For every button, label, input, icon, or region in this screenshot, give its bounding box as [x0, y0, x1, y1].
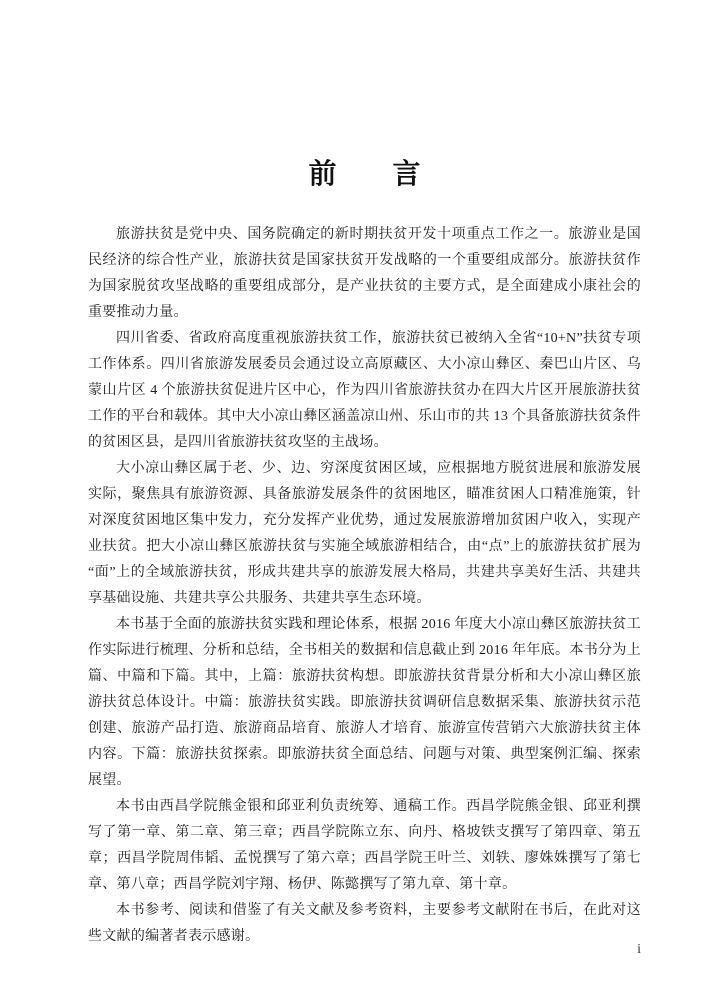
paragraph-5: 本书由西昌学院熊金银和邱亚利负责统筹、通稿工作。西昌学院熊金银、邱亚利撰写了第一章、第二章、第三章；西昌学院陈立东、向丹、格坡铁支撰写了第四章、第五章；西昌学院周伟韬、孟悦撰写了第六章；西昌学院王叶兰、刘轶、廖姝姝撰写了第七章、第八章；西昌学院刘宇翔、杨伊、陈懿撰写了第九章、第十章。: [88, 799, 641, 892]
preface-body: [88, 222, 641, 950]
page-number: i: [637, 942, 641, 957]
paragraph-6: 本书参考、阅读和借鉴了有关文献及参考资料，主要参考文献附在书后，在此对这些文献的编著者表示感谢。: [88, 903, 641, 944]
page-title: 前 言: [308, 158, 421, 190]
paragraph-4: 本书基于全面的旅游扶贫实践和理论体系，根据 2016 年度大小凉山彝区旅游扶贫工作实际进行梳理、分析和总结，全书相关的数据和信息截止到 2016 年年底。本书分为上篇、中篇和下篇。其中，上篇：旅游扶贫构想。即旅游扶贫背景分析和大小凉山彝区旅游扶贫总体设计。中篇：旅游扶贫实践。即旅游扶贫调研信息数据采集、旅游扶贫示范创建、旅游产品打造、旅游商品培育、旅游人才培育、旅游宣传营销六大旅游扶贫主体内容。下篇：旅游扶贫探索。即旅游扶贫全面总结、问题与对策、典型案例汇编、探索展望。: [88, 617, 641, 788]
paragraph-1: 旅游扶贫是党中央、国务院确定的新时期扶贫开发十项重点工作之一。旅游业是国民经济的综合性产业，旅游扶贫是国家扶贫开发战略的一个重要组成部分。旅游扶贫作为国家脱贫攻坚战略的重要组成部分，是产业扶贫的主要方式，是全面建成小康社会的重要推动力量。: [88, 227, 641, 320]
paragraph-3: 大小凉山彝区属于老、少、边、穷深度贫困区域，应根据地方脱贫进展和旅游发展实际，聚焦具有旅游资源、具备旅游发展条件的贫困地区，瞄准贫困人口精准施策，针对深度贫困地区集中发力，充分发挥产业优势，通过发展旅游增加贫困户收入，实现产业扶贫。把大小凉山彝区旅游扶贫与实施全域旅游相结合，由“点”上的旅游扶贫扩展为“面”上的全域旅游扶贫，形成共建共享的旅游发展大格局，共建共享美好生活、共建共享基础设施、共建共享公共服务、共建共享生态环境。: [88, 461, 641, 606]
paragraph-2: 四川省委、省政府高度重视旅游扶贫工作，旅游扶贫已被纳入全省“10+N”扶贫专项工作体系。四川省旅游发展委员会通过设立高原藏区、大小凉山彝区、秦巴山片区、乌蒙山片区 4 个旅游扶贫促进片区中心，作为四川省旅游扶贫办在四大片区开展旅游扶贫工作的平台和载体。其中大小凉山彝区涵盖凉山州、乐山市的共 13 个具备旅游扶贫条件的贫困区县，是四川省旅游扶贫攻坚的主战场。: [88, 331, 641, 450]
